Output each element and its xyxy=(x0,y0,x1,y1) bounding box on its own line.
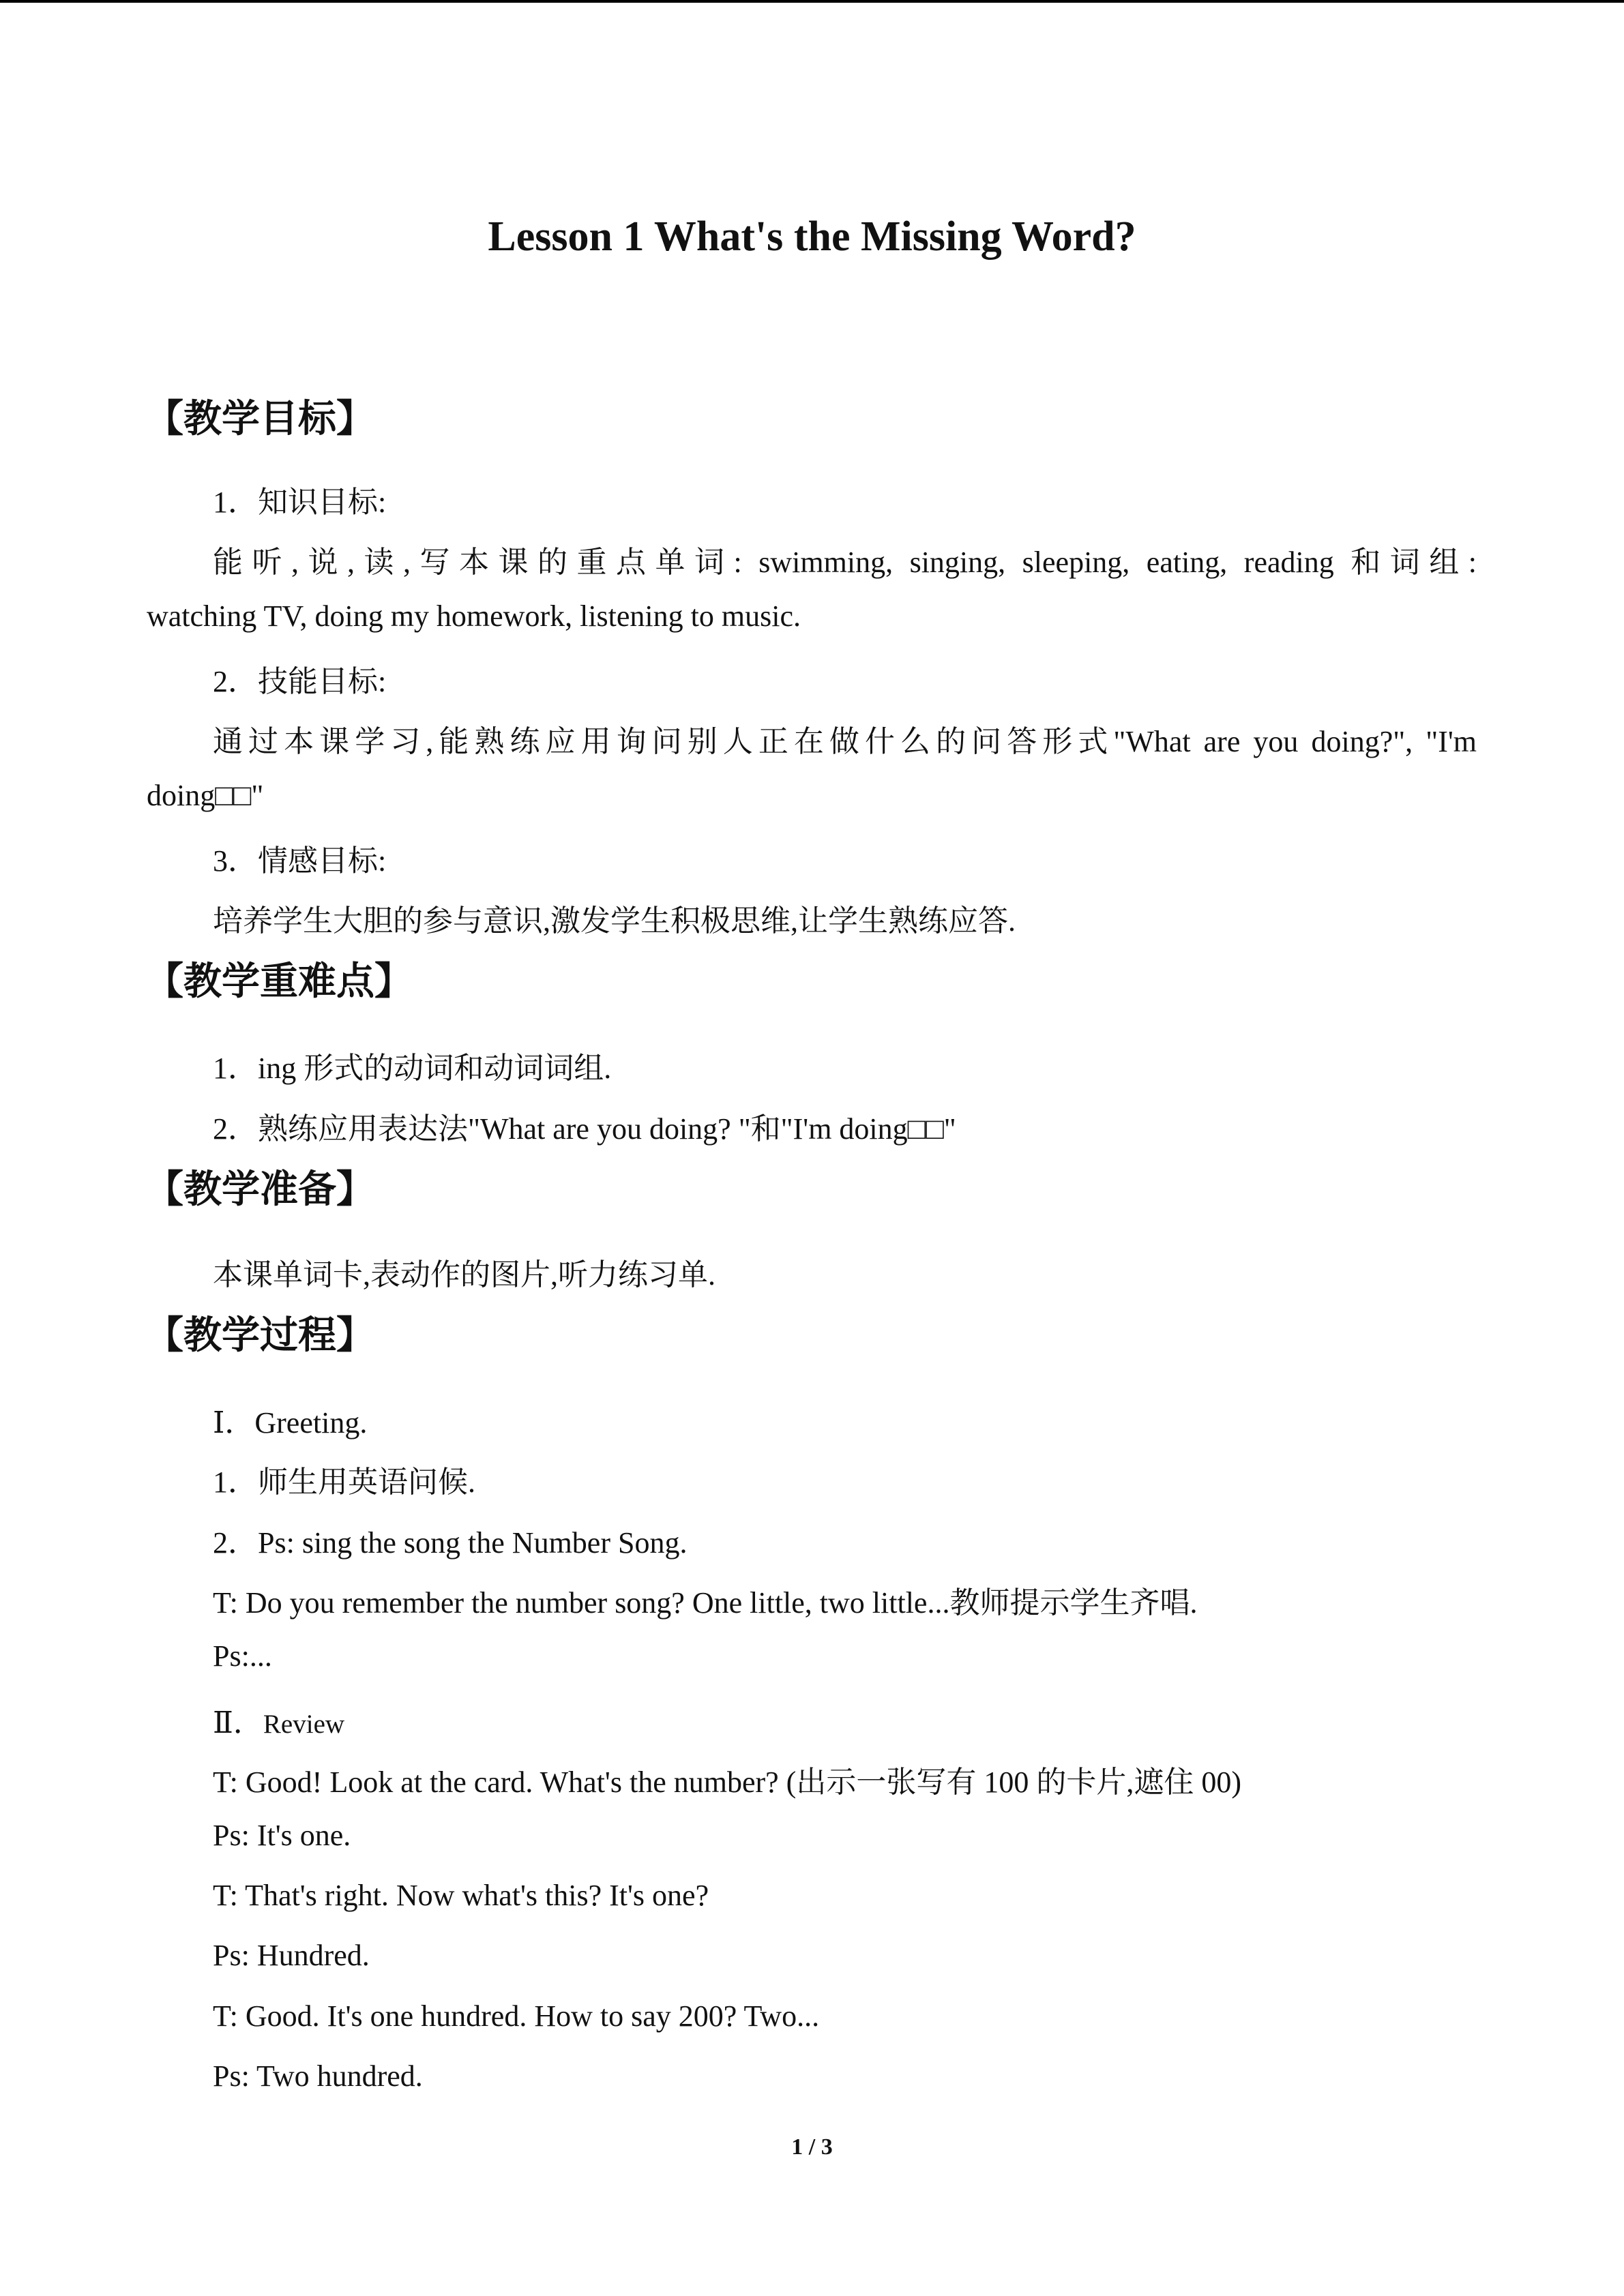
process-line-10: Ps: Two hundred. xyxy=(213,2059,423,2093)
emotion-label: 3．情感目标: xyxy=(213,844,387,878)
process-line-1: 1．师生用英语问候. xyxy=(213,1465,475,1499)
process-line-2: 2．Ps: sing the song the Number Song. xyxy=(213,1526,688,1560)
process-step-2-number: Ⅱ． xyxy=(213,1706,263,1740)
skill-line-1: 通过本课学习,能熟练应用询问别人正在做什么的问答形式"What are you doing?", "I'm xyxy=(213,725,1477,758)
heading-key-points: 【教学重难点】 xyxy=(145,959,413,1004)
preparation-text: 本课单词卡,表动作的图片,听力练习单. xyxy=(213,1258,715,1292)
process-line-9: T: Good. It's one hundred. How to say 200? Two... xyxy=(213,1999,820,2033)
process-line-8: Ps: Hundred. xyxy=(213,1939,370,1972)
process-line-7: T: That's right. Now what's this? It's one? xyxy=(213,1879,709,1912)
top-border-rule xyxy=(0,0,1624,3)
heading-objectives: 【教学目标】 xyxy=(145,397,374,441)
knowledge-label: 1．知识目标: xyxy=(213,486,387,519)
skill-line-2: doing□□" xyxy=(147,779,264,812)
process-line-6: Ps: It's one. xyxy=(213,1819,351,1852)
heading-process: 【教学过程】 xyxy=(145,1313,374,1358)
key-point-1: 1．ing 形式的动词和动词词组. xyxy=(213,1052,612,1085)
skill-label: 2．技能目标: xyxy=(213,665,387,698)
process-step-2 xyxy=(213,1698,344,1742)
emotion-line: 培养学生大胆的参与意识,激发学生积极思维,让学生熟练应答. xyxy=(213,904,1016,938)
page-number: 1 / 3 xyxy=(791,2134,833,2160)
process-line-5: T: Good! Look at the card. What's the number? (出示一张写有 100 的卡片,遮住 00) xyxy=(213,1765,1241,1799)
heading-preparation: 【教学准备】 xyxy=(145,1167,374,1212)
process-line-3: T: Do you remember the number song? One little, two little...教师提示学生齐唱. xyxy=(213,1586,1198,1620)
knowledge-line-1: 能听,说,读,写本课的重点单词: swimming, singing, sleeping, eating, reading 和词组: xyxy=(213,546,1477,579)
knowledge-line-2: watching TV, doing my homework, listening to music. xyxy=(147,599,801,633)
process-line-4: Ps:... xyxy=(213,1639,272,1673)
key-point-2: 2．熟练应用表达法"What are you doing? "和"I'm doing□□" xyxy=(213,1112,956,1146)
process-step-2-text: Review xyxy=(263,1710,345,1739)
process-step-1: Ⅰ．Greeting. xyxy=(213,1406,368,1440)
page-title: Lesson 1 What's the Missing Word? xyxy=(488,213,1136,260)
